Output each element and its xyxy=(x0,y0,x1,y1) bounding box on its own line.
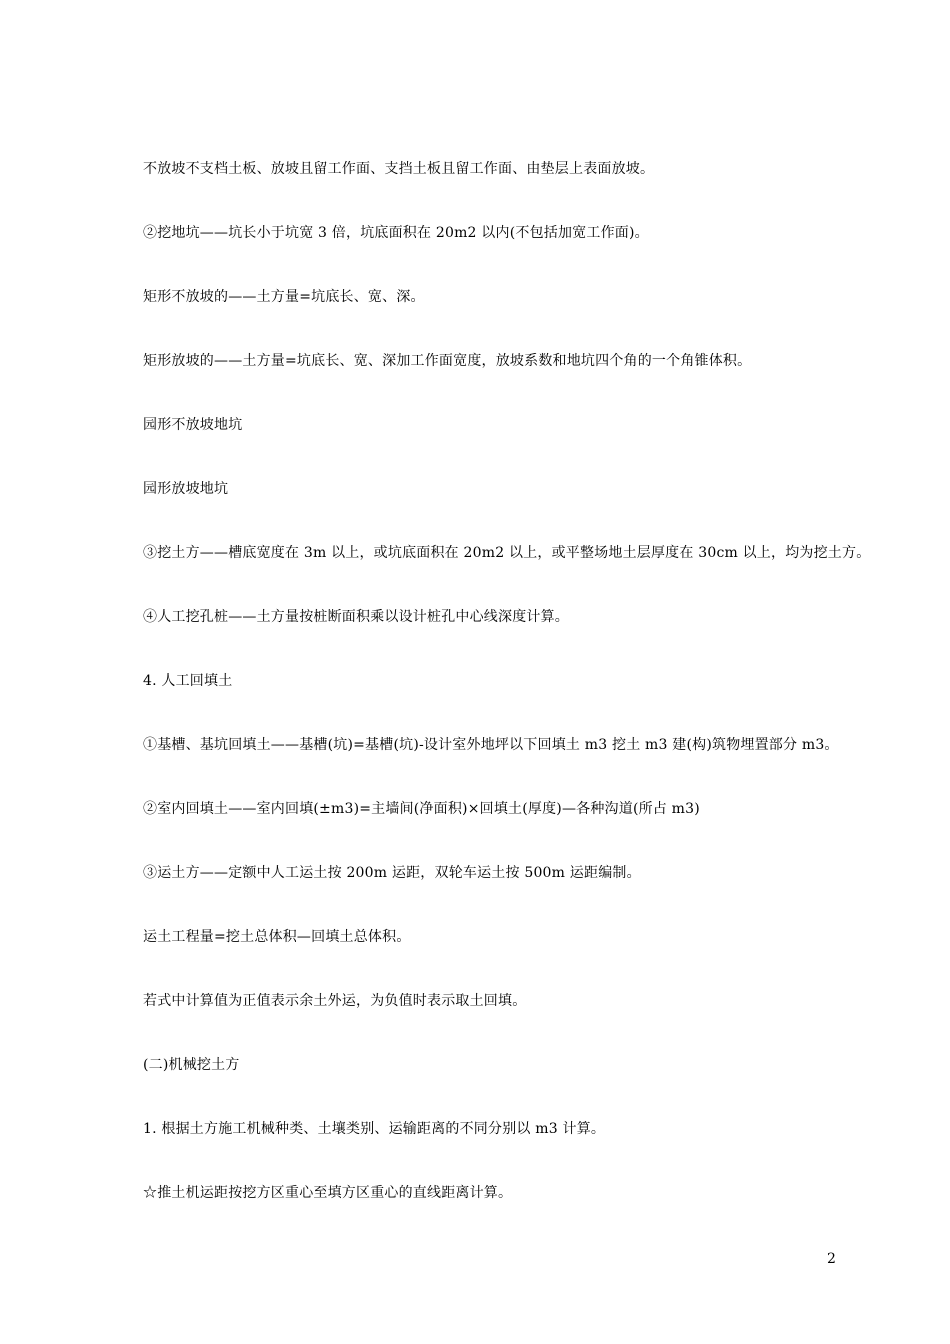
paragraph: ④人工挖孔桩——土方量按桩断面积乘以设计桩孔中心线深度计算。 xyxy=(143,609,569,625)
paragraph: 矩形放坡的——土方量=坑底长、宽、深加工作面宽度，放坡系数和地坑四个角的一个角锥体积。 xyxy=(143,353,752,369)
paragraph: ②挖地坑——坑长小于坑宽 3 倍，坑底面积在 20m2 以内(不包括加宽工作面)。 xyxy=(143,225,649,241)
paragraph: ③挖土方——槽底宽度在 3m 以上，或坑底面积在 20m2 以上，或平整场地土层厚度在 30cm 以上，均为挖土方。 xyxy=(143,545,871,561)
paragraph: ☆推土机运距按挖方区重心至填方区重心的直线距离计算。 xyxy=(143,1185,513,1201)
paragraph: ②室内回填土——室内回填(±m3)=主墙间(净面积)×回填土(厚度)—各种沟道(所占 m3) xyxy=(143,801,700,817)
paragraph: ③运土方——定额中人工运土按 200m 运距，双轮车运土按 500m 运距编制。 xyxy=(143,865,641,881)
paragraph: ①基槽、基坑回填土——基槽(坑)=基槽(坑)-设计室外地坪以下回填土 m3 挖土 m3 建(构)筑物埋置部分 m3。 xyxy=(143,737,839,753)
paragraph: 园形不放坡地坑 xyxy=(143,417,243,433)
paragraph: 运土工程量=挖土总体积—回填土总体积。 xyxy=(143,929,411,945)
paragraph: 1. 根据土方施工机械种类、土壤类别、运输距离的不同分别以 m3 计算。 xyxy=(143,1121,606,1137)
paragraph: 若式中计算值为正值表示余土外运，为负值时表示取土回填。 xyxy=(143,993,527,1009)
page-number: 2 xyxy=(827,1251,836,1267)
paragraph: 园形放坡地坑 xyxy=(143,481,229,497)
section-heading: 4. 人工回填土 xyxy=(143,673,233,689)
paragraph: 矩形不放坡的——土方量=坑底长、宽、深。 xyxy=(143,289,425,305)
paragraph: 不放坡不支档土板、放坡且留工作面、支挡土板且留工作面、由垫层上表面放坡。 xyxy=(143,161,655,177)
section-heading: (二)机械挖土方 xyxy=(143,1057,240,1073)
